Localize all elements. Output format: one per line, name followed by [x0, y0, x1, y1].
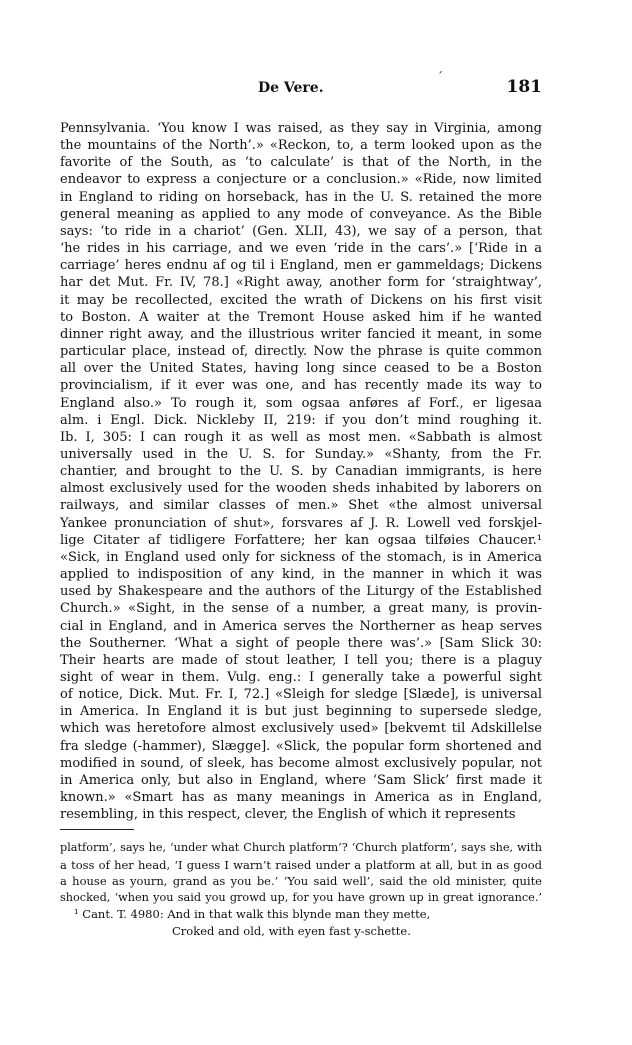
text-line: resembling, in this respect, clever, the English of which it represents — [60, 807, 516, 823]
text-line: the mountains of the North’.» «Reckon, to, a term looked upon as the — [60, 138, 542, 154]
text-line: sight of wear in them. Vulg. eng.: I generally take a powerful sight — [60, 670, 542, 685]
text-line: chantier, and brought to the U. S. by Canadian immigrants, is here — [60, 464, 542, 480]
text-line: Yankee pronunciation of shut», forsvares af J. R. Lowell ved forskjel- — [60, 515, 542, 531]
text-line: carriage’ heres endnu af og til i England, men er gammeldags; Dickens — [60, 258, 542, 274]
running-title: De Vere. — [258, 80, 324, 96]
footnote-divider — [60, 829, 134, 830]
footnote-1-line: Croked and old, with eyen fast y-schette. — [172, 923, 411, 938]
text-line: England also.» To rough it, som ogsaa anføres af Forf., er ligesaa — [60, 395, 542, 411]
text-line: dinner right away, and the illustrious writer fancied it meant, in some — [60, 326, 542, 342]
footnote-continuation-line: a house as yourn, grand as you be.’ ‘You said well’, said the old minister, quite — [60, 874, 542, 889]
text-line: almost exclusively used for the wooden sheds inhabited by laborers on — [60, 481, 542, 497]
footnote-continuation-line: a toss of her head, ‘I guess I warn’t raised under a platform at all, but in as good — [60, 857, 542, 872]
text-line: Church.» «Sight, in the sense of a number, a great many, is provin- — [60, 601, 542, 617]
text-line: fra sledge (-hammer), Slægge]. «Slick, the popular form shortened and — [60, 738, 542, 754]
text-line: in America. In England it is but just beginning to supersede sledge, — [60, 704, 542, 720]
text-line: railways, and similar classes of men.» Shet «the almost universal — [60, 498, 542, 514]
text-line: favorite of the South, as ‘to calculate’ is that of the North, in the — [60, 155, 542, 171]
footnotes — [60, 840, 542, 940]
page-number: 181 — [506, 77, 542, 97]
footnote-1-line: ¹ Cant. T. 4980: And in that walk this blynde man they mette, — [74, 907, 431, 922]
text-line: it may be recollected, excited the wrath of Dickens on his first visit — [60, 292, 542, 308]
text-line: to Boston. A waiter at the Tremont House asked him if he wanted — [60, 309, 542, 325]
text-line: cial in England, and in America serves the Northerner as heap serves — [60, 618, 542, 634]
text-line: universally used in the U. S. for Sunday.» «Shanty, from the Fr. — [60, 446, 542, 462]
page-header — [0, 70, 632, 104]
text-line: all over the United States, having long since ceased to be a Boston — [60, 361, 542, 377]
text-line: known.» «Smart has as many meanings in America as in England, — [60, 790, 542, 806]
stray-mark: ˊ — [437, 70, 443, 84]
text-line: applied to indisposition of any kind, in the manner in which it was — [60, 567, 542, 583]
text-line: Ib. I, 305: I can rough it as well as most men. «Sabbath is almost — [60, 429, 542, 445]
text-line: Pennsylvania. ‘You know I was raised, as they say in Virginia, among — [60, 121, 542, 136]
text-line: lige Citater af tidligere Forfattere; her kan ogsaa tilføies Chaucer.¹ — [60, 532, 542, 548]
text-line: in America only, but also in England, where ‘Sam Slick’ first made it — [60, 772, 542, 788]
text-line: alm. i Engl. Dick. Nickleby II, 219: if you don’t mind roughing it. — [60, 412, 542, 428]
text-line: har det Mut. Fr. IV, 78.] «Right away, another form for ‘straightway’, — [60, 275, 542, 291]
text-line: ‘he rides in his carriage, and we even ‘ride in the cars’.» [‘Ride in a — [60, 241, 542, 257]
text-line: general meaning as applied to any mode of conveyance. As the Bible — [60, 206, 542, 222]
text-line: the Southerner. ‘What a sight of people there was’.» [Sam Slick 30: — [60, 635, 542, 651]
text-line: of notice, Dick. Mut. Fr. I, 72.] «Sleigh for sledge [Slæde], is universal — [60, 687, 542, 703]
footnote-continuation-line: shocked, ‘when you said you growd up, for you have grown up in great ignorance.’ — [60, 890, 542, 904]
text-line: in England to riding on horseback, has in the U. S. retained the more — [60, 189, 542, 205]
text-line: «Sick, in England used only for sickness of the stomach, is in America — [60, 549, 542, 565]
footnote-continuation-line: platform’, says he, ‘under what Church platform’? ‘Church platform’, says she, with — [60, 841, 542, 854]
text-line: modified in sound, of sleek, has become almost exclusively popular, not — [60, 755, 542, 771]
text-line: provincialism, if it ever was one, and has recently made its way to — [60, 378, 542, 394]
text-line: used by Shakespeare and the authors of the Liturgy of the Established — [60, 584, 542, 600]
text-line: endeavor to express a conjecture or a conclusion.» «Ride, now limited — [60, 172, 542, 188]
text-line: which was heretofore almost exclusively used» [bekvemt til Adskillelse — [60, 721, 542, 737]
text-line: says: ‘to ride in a chariot’ (Gen. XLII, 43), we say of a person, that — [60, 223, 542, 239]
text-line: Their hearts are made of stout leather, I tell you; there is a plaguy — [60, 652, 542, 668]
main-text — [60, 120, 542, 823]
text-line: particular place, instead of, directly. Now the phrase is quite common — [60, 344, 542, 360]
